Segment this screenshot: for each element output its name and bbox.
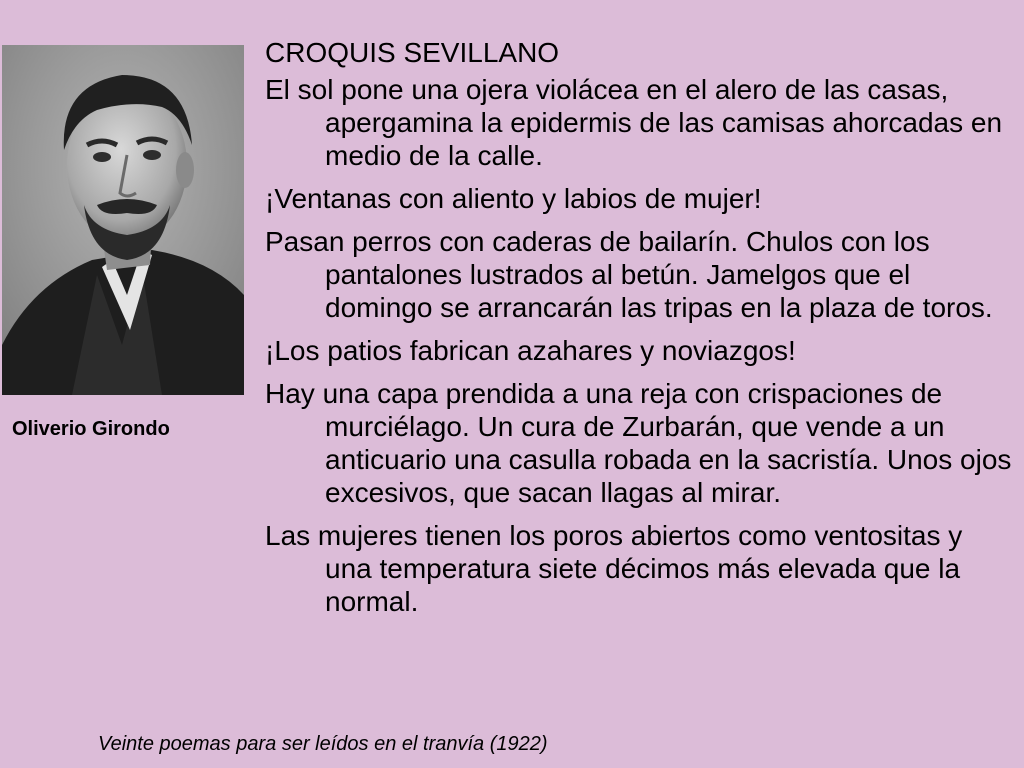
portrait-caption: Oliverio Girondo <box>12 418 170 440</box>
author-portrait <box>2 45 244 395</box>
poem-stanza: Pasan perros con caderas de bailarín. Chulos con los pantalones lustrados al betún. Jamelgos que el domingo se arrancarán las tripas en la plaza de toros. <box>265 226 993 323</box>
poem-stanza: Las mujeres tienen los poros abiertos como ventositas y una temperatura siete décimos más elevada que la normal. <box>265 520 963 617</box>
poem-stanza: El sol pone una ojera violácea en el alero de las casas, apergamina la epidermis de las camisas ahorcadas en medio de la calle. <box>265 74 1003 171</box>
poem-stanza: ¡Ventanas con aliento y labios de mujer! <box>265 183 762 214</box>
book-source: Veinte poemas para ser leídos en el tranvía (1922) <box>98 733 548 755</box>
poem-stanza: Hay una capa prendida a una reja con crispaciones de murciélago. Un cura de Zurbarán, que vende a un anticuario una casulla robada en la sacristía. Unos ojos excesivos, que sacan llagas al mirar. <box>265 378 1012 508</box>
portrait-photo <box>2 45 244 395</box>
poem-stanza: ¡Los patios fabrican azahares y noviazgos! <box>265 335 796 366</box>
poem-title: CROQUIS SEVILLANO <box>265 37 560 68</box>
poem <box>265 36 1015 628</box>
